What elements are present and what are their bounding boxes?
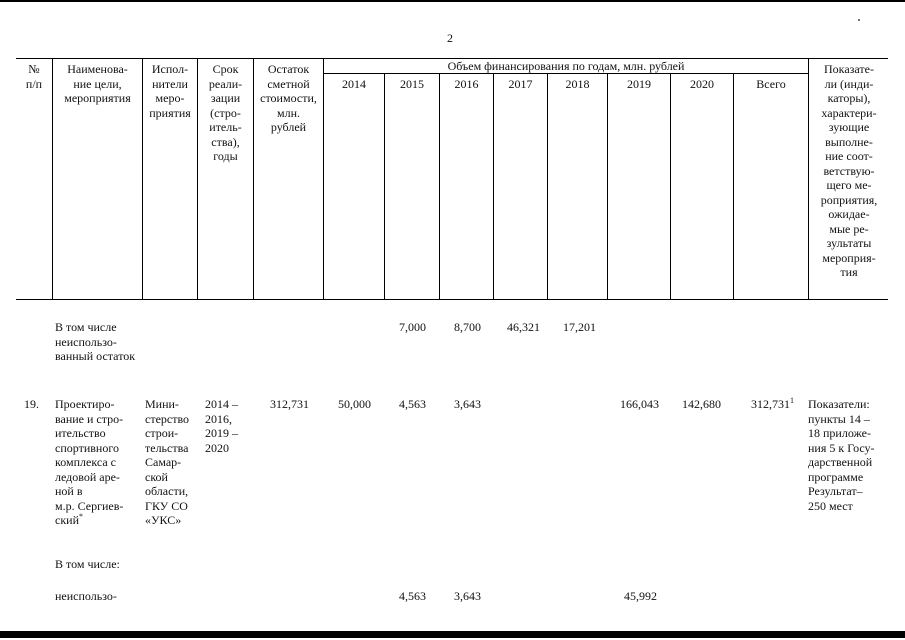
value-2015: 4,563 xyxy=(399,397,426,411)
row-total-value: 312,731 xyxy=(751,397,790,411)
value-2018: 17,201 xyxy=(563,320,596,334)
row-term: 2014 – 2016, 2019 – 2020 xyxy=(205,397,238,455)
header-name: Наименова- ние цели, мероприятия xyxy=(64,62,131,105)
col-divider xyxy=(493,73,494,300)
value-2017: 46,321 xyxy=(507,320,540,334)
footnote-mark: 1 xyxy=(790,396,794,405)
col-divider xyxy=(384,73,385,300)
value-2016: 3,643 xyxy=(454,397,481,411)
row-name: В том числе: xyxy=(55,557,120,571)
header-year-2018: 2018 xyxy=(565,77,590,91)
row-name xyxy=(55,397,143,528)
row-name: В том числе неиспользо- ванный остаток xyxy=(55,320,136,363)
row-total xyxy=(734,397,794,412)
header-year-2019: 2019 xyxy=(627,77,651,91)
row-number: 19. xyxy=(24,397,39,411)
scan-speck xyxy=(858,19,860,21)
value-2019: 45,992 xyxy=(624,589,657,603)
value-2020: 142,680 xyxy=(682,397,721,411)
col-divider xyxy=(670,73,671,300)
header-year-2020: 2020 xyxy=(690,77,714,91)
header-executors: Испол- нители меро- приятия xyxy=(149,62,191,120)
page-number: 2 xyxy=(447,31,453,45)
value-2016: 8,700 xyxy=(454,320,481,334)
col-divider xyxy=(439,73,440,300)
top-rule xyxy=(0,0,905,2)
col-divider xyxy=(323,58,324,300)
header-year-2014: 2014 xyxy=(342,77,366,91)
row-executor: Мини- стерство строи- тельства Самар- ской области, ГКУ СО «УКС» xyxy=(145,397,190,527)
header-year-2017: 2017 xyxy=(508,77,533,91)
value-2019: 166,043 xyxy=(620,397,659,411)
row-indicators: Показатели: пункты 14 – 18 приложе- ния 5 к Госу- дарственной программе Результат– 250 мест xyxy=(808,397,875,513)
header-bottom-line xyxy=(16,299,888,300)
value-2014: 50,000 xyxy=(338,397,371,411)
row-name-text: Проектиро- вание и стро- ительство спортивного комплекса с ледовой аре- ной в м.р. Сергиев- ский xyxy=(55,397,124,527)
col-divider xyxy=(547,73,548,300)
col-divider xyxy=(733,73,734,300)
header-number: № п/п xyxy=(25,62,43,91)
value-2015: 7,000 xyxy=(399,320,426,334)
header-term: Срок реали- зации (стро- итель- ства), годы xyxy=(208,62,243,163)
row-remainder: 312,731 xyxy=(270,397,309,411)
col-divider xyxy=(607,73,608,300)
row-name: неиспользо- xyxy=(55,589,117,603)
header-remainder: Остаток сметной стоимости, млн. рублей xyxy=(260,62,317,134)
value-2016: 3,643 xyxy=(454,589,481,603)
header-total: Всего xyxy=(756,77,786,91)
header-year-2016: 2016 xyxy=(454,77,479,91)
header-year-2015: 2015 xyxy=(400,77,424,91)
value-2015: 4,563 xyxy=(399,589,426,603)
bottom-rule xyxy=(0,631,905,638)
header-indicators: Показате- ли (инди- каторы), характери- зующие выполне- ние соот- ветствую- щего ме- роприятия, ожидае- мые ре- зультаты мероприя- тия xyxy=(820,62,878,279)
header-funding: Объем финансирования по годам, млн. рублей xyxy=(447,59,685,73)
footnote-mark: * xyxy=(79,512,83,521)
